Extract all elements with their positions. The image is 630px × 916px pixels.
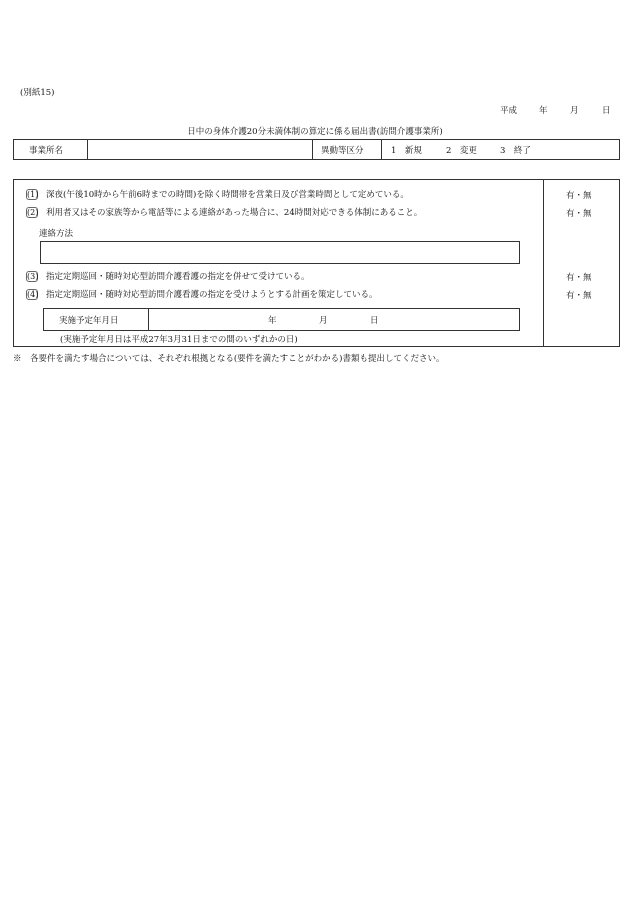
item-1 <box>26 188 409 200</box>
schedule-label: 実施予定年月日 <box>59 316 119 326</box>
schedule-note: (実施予定年月日は平成27年3月31日までの間のいずれかの日) <box>60 335 298 345</box>
answer-column-divider <box>543 179 544 347</box>
option-new[interactable]: 1 新規 <box>391 146 422 156</box>
item-3 <box>26 270 310 282</box>
schedule-day[interactable]: 日 <box>370 316 379 326</box>
date-era: 平成 <box>500 106 518 116</box>
item-number: (2) <box>27 207 39 217</box>
date-year: 年 <box>539 106 548 116</box>
item-text: 深夜(午後10時から午前6時までの時間)を除く時間帯を営業日及び営業時間として定めている。 <box>46 190 409 200</box>
schedule-year[interactable]: 年 <box>268 316 277 326</box>
option-change[interactable]: 2 変更 <box>446 146 477 156</box>
answer-3[interactable]: 有・無 <box>566 273 592 283</box>
item-number: (4) <box>27 289 39 299</box>
footnote: ※ 各要件を満たす場合については、それぞれ根拠となる(要件を満たすことがわかる)書類も提出してください。 <box>13 354 445 364</box>
office-name-field[interactable] <box>92 144 307 156</box>
option-end[interactable]: 3 終了 <box>500 146 531 156</box>
header-divider <box>312 139 313 160</box>
answer-1[interactable]: 有・無 <box>566 191 592 201</box>
item-number: (1) <box>27 189 39 199</box>
item-2 <box>26 206 422 218</box>
schedule-month[interactable]: 月 <box>319 316 328 326</box>
date-day: 日 <box>602 106 611 116</box>
item-text: 指定定期巡回・随時対応型訪問介護看護の指定を併せて受けている。 <box>46 272 310 282</box>
header-divider <box>381 139 382 160</box>
answer-2[interactable]: 有・無 <box>566 209 592 219</box>
change-type-label: 異動等区分 <box>321 146 364 156</box>
item-text: 利用者又はその家族等から電話等による連絡があった場合に、24時間対応できる体制にあること。 <box>46 208 423 218</box>
item-number: (3) <box>27 271 39 281</box>
item-text: 指定定期巡回・随時対応型訪問介護看護の指定を受けようとする計画を策定している。 <box>46 290 378 300</box>
schedule-divider <box>148 308 149 331</box>
contact-method-label: 連絡方法 <box>39 229 74 239</box>
contact-method-field[interactable] <box>40 241 520 264</box>
office-name-label: 事業所名 <box>29 146 64 156</box>
date-month: 月 <box>570 106 579 116</box>
item-4 <box>26 288 378 300</box>
header-divider <box>87 139 88 160</box>
form-id: (別紙15) <box>20 88 55 98</box>
answer-4[interactable]: 有・無 <box>566 291 592 301</box>
page-title: 日中の身体介護20分未満体制の算定に係る届出書(訪問介護事業所) <box>187 127 443 137</box>
